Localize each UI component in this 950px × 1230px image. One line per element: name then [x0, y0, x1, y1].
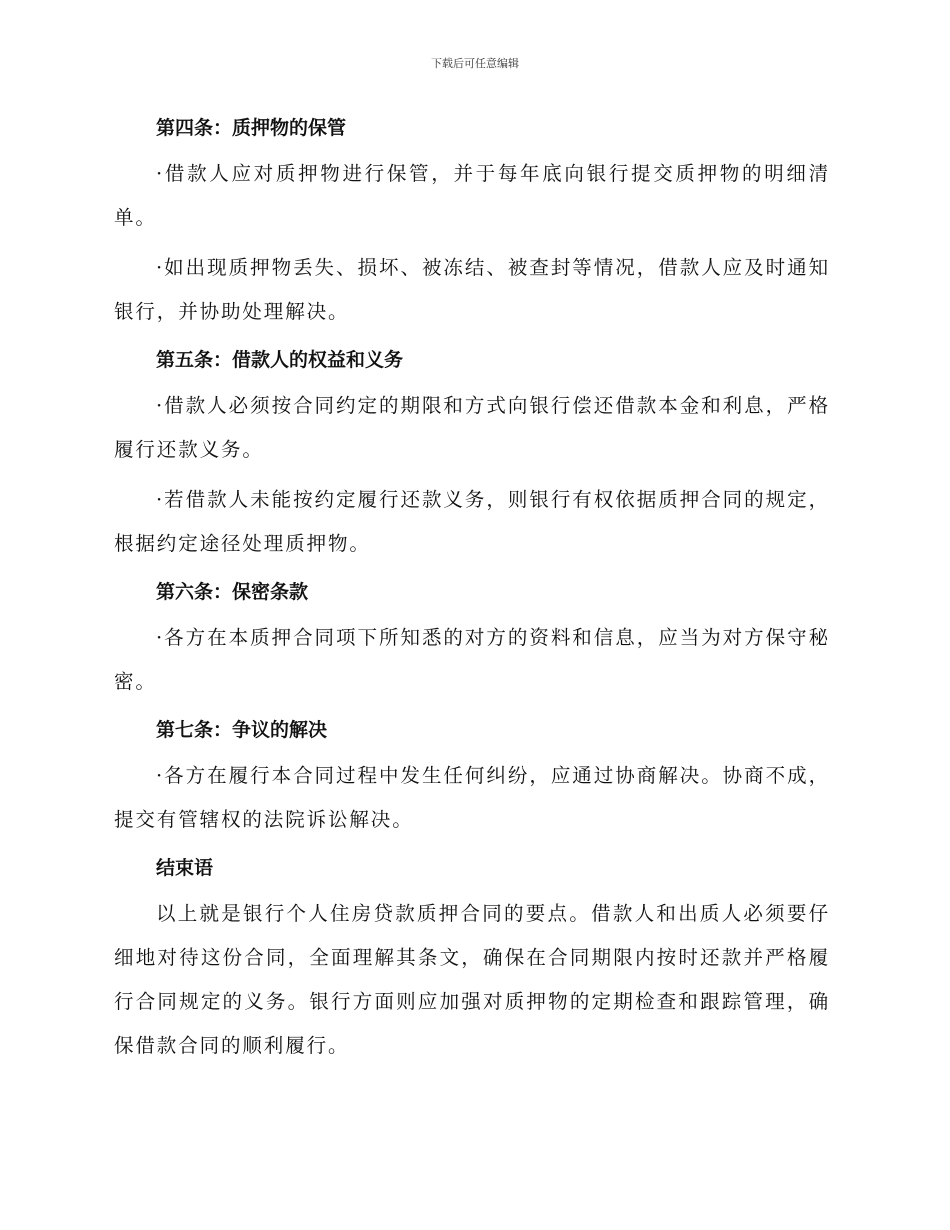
section-paragraph: ·借款人应对质押物进行保管，并于每年底向银行提交质押物的明细清单。	[114, 162, 830, 229]
section-paragraph: ·若借款人未能按约定履行还款义务，则银行有权依据质押合同的规定，根据约定途径处理质押物。	[114, 488, 830, 555]
section-article-7	[114, 710, 830, 842]
section-article-5	[114, 340, 830, 566]
page-header: 下载后可任意编辑	[431, 57, 519, 70]
section-paragraph: 以上就是银行个人住房贷款质押合同的要点。借款人和出质人必须要仔细地对待这份合同，全面理解其条文，确保在合同期限内按时还款并严格履行合同规定的义务。银行方面则应加强对质押物的定期检查和跟踪管理，确保借款合同的顺利履行。	[114, 902, 830, 1057]
section-conclusion	[114, 848, 830, 1068]
section-paragraph: ·借款人必须按合同约定的期限和方式向银行偿还借款本金和利息，严格履行还款义务。	[114, 394, 830, 461]
section-heading: 结束语	[156, 857, 214, 879]
section-heading: 第五条：借款人的权益和义务	[156, 349, 404, 371]
section-article-6	[114, 572, 830, 704]
section-paragraph: ·各方在履行本合同过程中发生任何纠纷，应通过协商解决。协商不成，提交有管辖权的法院诉讼解决。	[114, 764, 830, 831]
section-paragraph: ·各方在本质押合同项下所知悉的对方的资料和信息，应当为对方保守秘密。	[114, 626, 830, 693]
section-article-4	[114, 108, 830, 334]
section-heading: 第七条：争议的解决	[156, 719, 328, 741]
section-heading: 第四条：质押物的保管	[156, 117, 347, 139]
section-paragraph: ·如出现质押物丢失、损坏、被冻结、被查封等情况，借款人应及时通知银行，并协助处理解决。	[114, 256, 830, 323]
section-heading: 第六条：保密条款	[156, 581, 309, 603]
document-body	[114, 108, 830, 1068]
